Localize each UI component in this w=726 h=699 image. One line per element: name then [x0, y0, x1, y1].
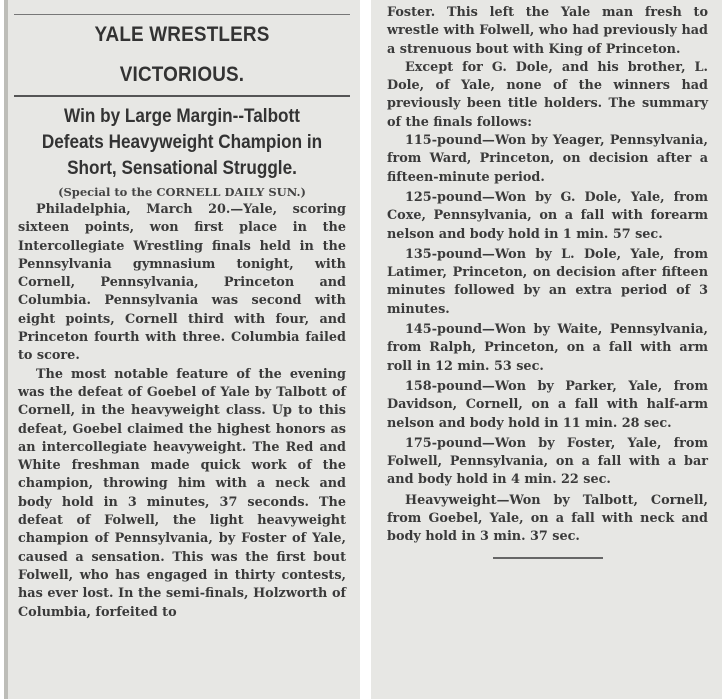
article-paragraph-2: The most notable feature of the evening was the defeat of Goebel of Yale by Talbott of Cornell, in the heavyweight class. Up to this defeat, Goebel claimed the highest honors as an intercollegiate heavyweight. The Red and White freshman made quick work of the champion, throwing him with a neck and body hold in 3 minutes, 37 seconds. The defeat of Folwell, the light heavyweight champion of Pennsylvania, by Foster of Yale, caused a sensation. This was the first bout Folwell, who has engaged in thirty contests, has ever lost. In the semi-finals, Holzworth of Columbia, forfeited to	[18, 366, 346, 620]
summary-item-135: 135-pound—Won by L. Dole, Yale, from Latimer, Princeton, on decision after fifteen minutes followed by an extra period of 3 minutes.	[387, 246, 708, 317]
column-edge	[4, 0, 8, 699]
article-paragraph-1: Philadelphia, March 20.—Yale, scoring sixteen points, won first place in the Intercollegiate Wrestling finals held in the Pennsylvania gymnasium tonight, with Cornell, Pennsylvania, Princeton and Columbia. Pennsylvania was second with eight points, Cornell third with four, and Princeton fourth with three. Columbia failed to score.	[18, 202, 346, 364]
right-column	[371, 0, 722, 699]
article-subheadline: Win by Large Margin--Talbott Defeats Heavyweight Champion in Short, Sensational Struggle.	[41, 105, 323, 179]
article-continuation: Foster. This left the Yale man fresh to wrestle with Folwell, who had previously had a strenuous bout with King of Princeton.	[387, 5, 708, 57]
summary-item-158: 158-pound—Won by Parker, Yale, from Davidson, Cornell, on a fall with half-arm nelson and body hold in 11 min. 28 sec.	[387, 378, 708, 431]
end-rule	[493, 557, 603, 559]
summary-item-heavyweight: Heavyweight—Won by Talbott, Cornell, from Goebel, Yale, on a fall with neck and body hold in 3 min. 37 sec.	[387, 492, 708, 545]
article-paragraph-3: Except for G. Dole, and his brother, L. Dole, of Yale, none of the winners had previously been title holders. The summary of the finals follows:	[387, 59, 708, 130]
special-note: (Special to the CORNELL DAILY SUN.)	[58, 185, 306, 199]
left-column	[4, 0, 360, 699]
summary-item-145: 145-pound—Won by Waite, Pennsylvania, from Ralph, Princeton, on a fall with arm roll in 12 min. 53 sec.	[387, 322, 708, 374]
article-headline: YALE WRESTLERS VICTORIOUS.	[94, 23, 270, 86]
summary-item-175: 175-pound—Won by Foster, Yale, from Folwell, Pennsylvania, on a fall with a bar and body hold in 4 min. 22 sec.	[387, 435, 708, 488]
summary-item-125: 125-pound—Won by G. Dole, Yale, from Coxe, Pennsylvania, on a fall with forearm nelson and body hold in 1 min. 57 sec.	[387, 189, 708, 242]
summary-item-115: 115-pound—Won by Yeager, Pennsylvania, from Ward, Princeton, on decision after a fifteen-minute period.	[387, 133, 708, 185]
headline-rule	[14, 95, 350, 97]
